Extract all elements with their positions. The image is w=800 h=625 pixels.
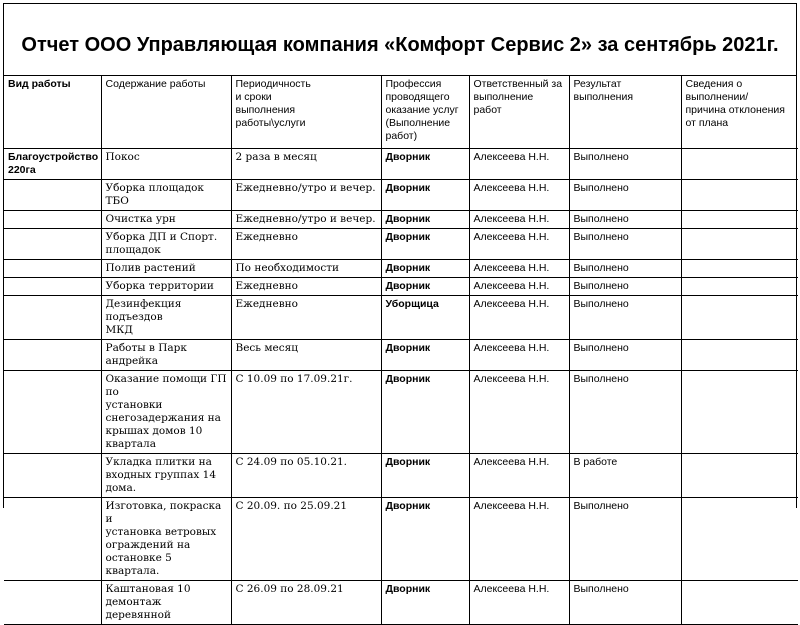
cell-type: Благоустройство 220га xyxy=(4,148,101,179)
cell-notes xyxy=(681,179,798,210)
header-cell-notes: Сведения о выполнении/ причина отклонения от плана xyxy=(681,76,798,148)
header-cell-result: Результат выполнения xyxy=(569,76,681,148)
cell-responsible: Алексеева Н.Н. xyxy=(469,295,569,339)
table-row xyxy=(4,339,798,370)
table-row xyxy=(4,259,798,277)
cell-result: Выполнено xyxy=(569,339,681,370)
table-row xyxy=(4,370,798,453)
cell-profession: Дворник xyxy=(381,210,469,228)
cell-profession: Дворник xyxy=(381,580,469,624)
cell-period: Ежедневно/утро и вечер. xyxy=(231,210,381,228)
cell-notes xyxy=(681,277,798,295)
cell-notes xyxy=(681,228,798,259)
cell-notes xyxy=(681,453,798,497)
cell-result: Выполнено xyxy=(569,277,681,295)
cell-result: Выполнено xyxy=(569,497,681,580)
cell-responsible: Алексеева Н.Н. xyxy=(469,277,569,295)
cell-result: Выполнено xyxy=(569,228,681,259)
cell-content: Изготовка, покраска и установка ветровых ограждений на остановке 5 квартала. xyxy=(101,497,231,580)
table-row xyxy=(4,228,798,259)
cell-responsible: Алексеева Н.Н. xyxy=(469,497,569,580)
table-row xyxy=(4,210,798,228)
cell-content: Уборка ДП и Спорт. площадок xyxy=(101,228,231,259)
cell-profession: Дворник xyxy=(381,277,469,295)
cell-period: С 10.09 по 17.09.21г. xyxy=(231,370,381,453)
cell-content: Каштановая 10 демонтаж деревянной xyxy=(101,580,231,624)
cell-profession: Дворник xyxy=(381,148,469,179)
cell-type xyxy=(4,453,101,497)
cell-type xyxy=(4,228,101,259)
cell-profession: Дворник xyxy=(381,228,469,259)
table-row xyxy=(4,295,798,339)
header-cell-content: Содержание работы xyxy=(101,76,231,148)
cell-profession: Дворник xyxy=(381,179,469,210)
cell-period: Весь месяц xyxy=(231,339,381,370)
header-cell-profession: Профессия проводящего оказание услуг (Выполнение работ) xyxy=(381,76,469,148)
table-row xyxy=(4,277,798,295)
cell-result: Выполнено xyxy=(569,295,681,339)
cell-profession: Дворник xyxy=(381,259,469,277)
cell-notes xyxy=(681,580,798,624)
table-row xyxy=(4,179,798,210)
cell-period: Ежедневно xyxy=(231,295,381,339)
cell-result: В работе xyxy=(569,453,681,497)
cell-type xyxy=(4,277,101,295)
cell-notes xyxy=(681,259,798,277)
cell-period: Ежедневно xyxy=(231,228,381,259)
cell-responsible: Алексеева Н.Н. xyxy=(469,179,569,210)
cell-content: Покос xyxy=(101,148,231,179)
cell-profession: Дворник xyxy=(381,370,469,453)
cell-profession: Уборщица xyxy=(381,295,469,339)
cell-period: 2 раза в месяц xyxy=(231,148,381,179)
cell-result: Выполнено xyxy=(569,179,681,210)
report-table xyxy=(4,76,798,625)
cell-result: Выполнено xyxy=(569,259,681,277)
cell-responsible: Алексеева Н.Н. xyxy=(469,453,569,497)
cell-content: Оказание помощи ГП по установки снегозадержания на крышах домов 10 квартала xyxy=(101,370,231,453)
report-sheet xyxy=(3,3,797,621)
cell-responsible: Алексеева Н.Н. xyxy=(469,259,569,277)
cell-profession: Дворник xyxy=(381,453,469,497)
cell-period: С 20.09. по 25.09.21 xyxy=(231,497,381,580)
cell-period: Ежедневно/утро и вечер. xyxy=(231,179,381,210)
table-row xyxy=(4,148,798,179)
cell-responsible: Алексеева Н.Н. xyxy=(469,148,569,179)
cell-type xyxy=(4,210,101,228)
cell-notes xyxy=(681,497,798,580)
cell-type xyxy=(4,259,101,277)
cell-result: Выполнено xyxy=(569,370,681,453)
table-row xyxy=(4,453,798,497)
table-row xyxy=(4,580,798,624)
header-cell-type: Вид работы xyxy=(4,76,101,148)
cell-type xyxy=(4,580,101,624)
cell-profession: Дворник xyxy=(381,339,469,370)
cell-content: Уборка территории xyxy=(101,277,231,295)
cell-responsible: Алексеева Н.Н. xyxy=(469,580,569,624)
cell-period: Ежедневно xyxy=(231,277,381,295)
cell-responsible: Алексеева Н.Н. xyxy=(469,339,569,370)
cell-responsible: Алексеева Н.Н. xyxy=(469,228,569,259)
cell-type xyxy=(4,339,101,370)
cell-period: По необходимости xyxy=(231,259,381,277)
cell-notes xyxy=(681,148,798,179)
cell-period: С 24.09 по 05.10.21. xyxy=(231,453,381,497)
cell-notes xyxy=(681,295,798,339)
cell-content: Уборка площадок ТБО xyxy=(101,179,231,210)
cell-notes xyxy=(681,210,798,228)
cell-type xyxy=(4,370,101,453)
report-title: Отчет ООО Управляющая компания «Комфорт Сервис 2» за сентябрь 2021г. xyxy=(4,4,796,76)
cell-notes xyxy=(681,339,798,370)
cell-content: Очистка урн xyxy=(101,210,231,228)
cell-content: Дезинфекция подъездов МКД xyxy=(101,295,231,339)
cell-notes xyxy=(681,370,798,453)
cell-type xyxy=(4,497,101,580)
cell-content: Укладка плитки на входных группах 14 дома. xyxy=(101,453,231,497)
cell-responsible: Алексеева Н.Н. xyxy=(469,210,569,228)
header-cell-period: Периодичность и сроки выполнения работы\услуги xyxy=(231,76,381,148)
header-row xyxy=(4,76,798,148)
cell-content: Работы в Парк андрейка xyxy=(101,339,231,370)
cell-profession: Дворник xyxy=(381,497,469,580)
cell-result: Выполнено xyxy=(569,210,681,228)
table-row xyxy=(4,497,798,580)
cell-type xyxy=(4,179,101,210)
cell-period: С 26.09 по 28.09.21 xyxy=(231,580,381,624)
cell-responsible: Алексеева Н.Н. xyxy=(469,370,569,453)
cell-type xyxy=(4,295,101,339)
cell-result: Выполнено xyxy=(569,148,681,179)
header-cell-responsible: Ответственный за выполнение работ xyxy=(469,76,569,148)
cell-content: Полив растений xyxy=(101,259,231,277)
cell-result: Выполнено xyxy=(569,580,681,624)
